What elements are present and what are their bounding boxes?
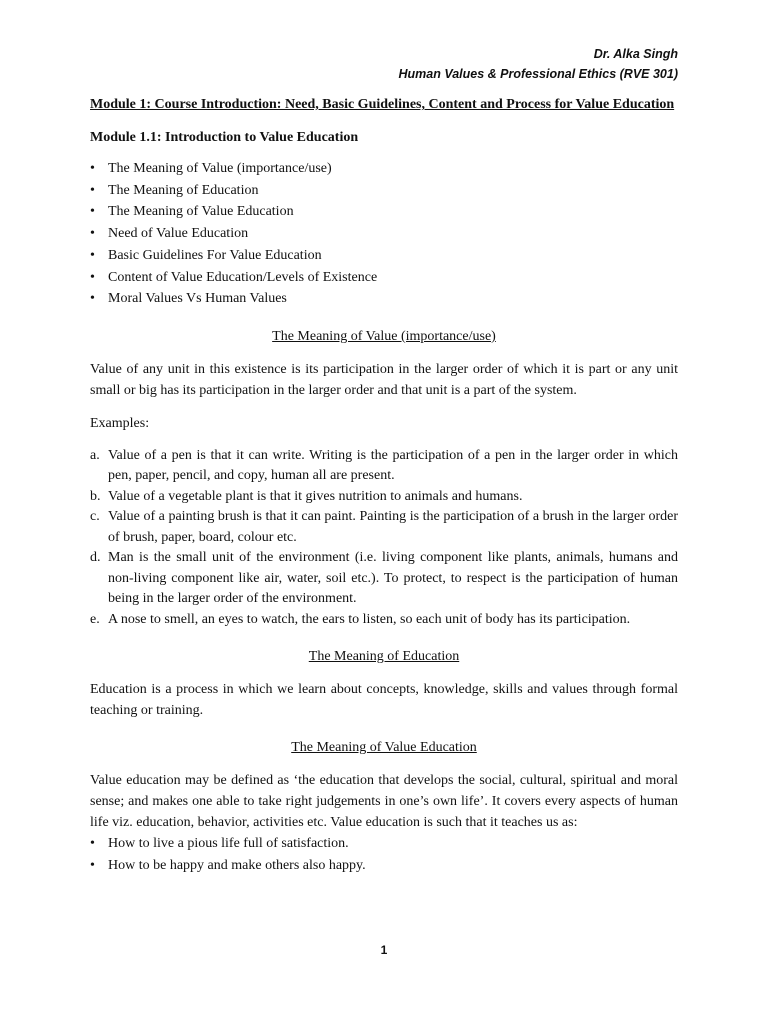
example-item bbox=[90, 446, 678, 487]
examples-list bbox=[90, 446, 678, 631]
page-header bbox=[399, 44, 679, 84]
example-text: Value of a painting brush is that it can paint. Painting is the participation of a brush in the larger order of brush, paper, board, colour etc. bbox=[108, 509, 678, 545]
example-item bbox=[90, 487, 678, 508]
topic-item: • Need of Value Education bbox=[90, 223, 678, 245]
topic-item: • Moral Values Vs Human Values bbox=[90, 288, 678, 310]
example-marker: e. bbox=[90, 611, 100, 627]
module-title: Module 1: Course Introduction: Need, Basic Guidelines, Content and Process for Value Education bbox=[90, 97, 675, 112]
topic-item: • Basic Guidelines For Value Education bbox=[90, 245, 678, 267]
topic-item: • The Meaning of Value Education bbox=[90, 201, 678, 223]
page-number: 1 bbox=[380, 943, 388, 957]
topic-item: • The Meaning of Education bbox=[90, 180, 678, 202]
example-text: Value of a pen is that it can write. Writing is the participation of a pen in the larger order in which pen, paper, pencil, and copy, human all are present. bbox=[108, 447, 678, 484]
module-subtitle: Module 1.1: Introduction to Value Education bbox=[90, 130, 359, 145]
value-paragraph: Value of any unit in this existence is its participation in the larger order of which it is part or any unit small or big has its participation in the larger order and that unit is a part of the system. bbox=[90, 361, 678, 398]
example-text: Value of a vegetable plant is that it gives nutrition to animals and humans. bbox=[108, 488, 523, 504]
example-marker: c. bbox=[90, 509, 100, 525]
example-item bbox=[90, 610, 678, 631]
teaching-list bbox=[90, 833, 678, 877]
section-heading-value-education: The Meaning of Value Education bbox=[291, 740, 477, 756]
examples-label: Examples: bbox=[90, 415, 150, 431]
example-text: Man is the small unit of the environment (i.e. living component like plants, animals, humans and non-living component like air, water, soil etc.). To protect, to respect is the participation of human being in the larger order of the environment. bbox=[108, 550, 678, 607]
example-text: A nose to smell, an eyes to watch, the ears to listen, so each unit of body has its participation. bbox=[108, 611, 631, 627]
section-heading-education: The Meaning of Education bbox=[308, 649, 460, 665]
example-marker: b. bbox=[90, 488, 101, 504]
value-education-paragraph: Value education may be defined as ‘the education that develops the social, cultural, spiritual and moral sense; and makes one able to take right judgements in one’s own life’. It covers every aspects of human life viz. education, behavior, activities etc. Value education is such that it teaches us as: bbox=[90, 773, 678, 831]
topic-list bbox=[90, 158, 678, 310]
example-item bbox=[90, 548, 678, 610]
teaching-item: • How to live a pious life full of satisfaction. bbox=[90, 833, 678, 855]
teaching-item: • How to be happy and make others also happy. bbox=[90, 855, 678, 877]
example-marker: d. bbox=[90, 550, 101, 566]
topic-item: • The Meaning of Value (importance/use) bbox=[90, 158, 678, 180]
section-heading-value: The Meaning of Value (importance/use) bbox=[272, 328, 496, 344]
education-paragraph: Education is a process in which we learn about concepts, knowledge, skills and values through formal teaching or training. bbox=[90, 682, 678, 719]
document-body bbox=[90, 94, 678, 877]
topic-item: • Content of Value Education/Levels of Existence bbox=[90, 267, 678, 289]
course-name: Human Values & Professional Ethics (RVE 301) bbox=[398, 67, 678, 81]
example-marker: a. bbox=[90, 447, 100, 463]
author-name: Dr. Alka Singh bbox=[593, 47, 678, 61]
example-item bbox=[90, 507, 678, 548]
